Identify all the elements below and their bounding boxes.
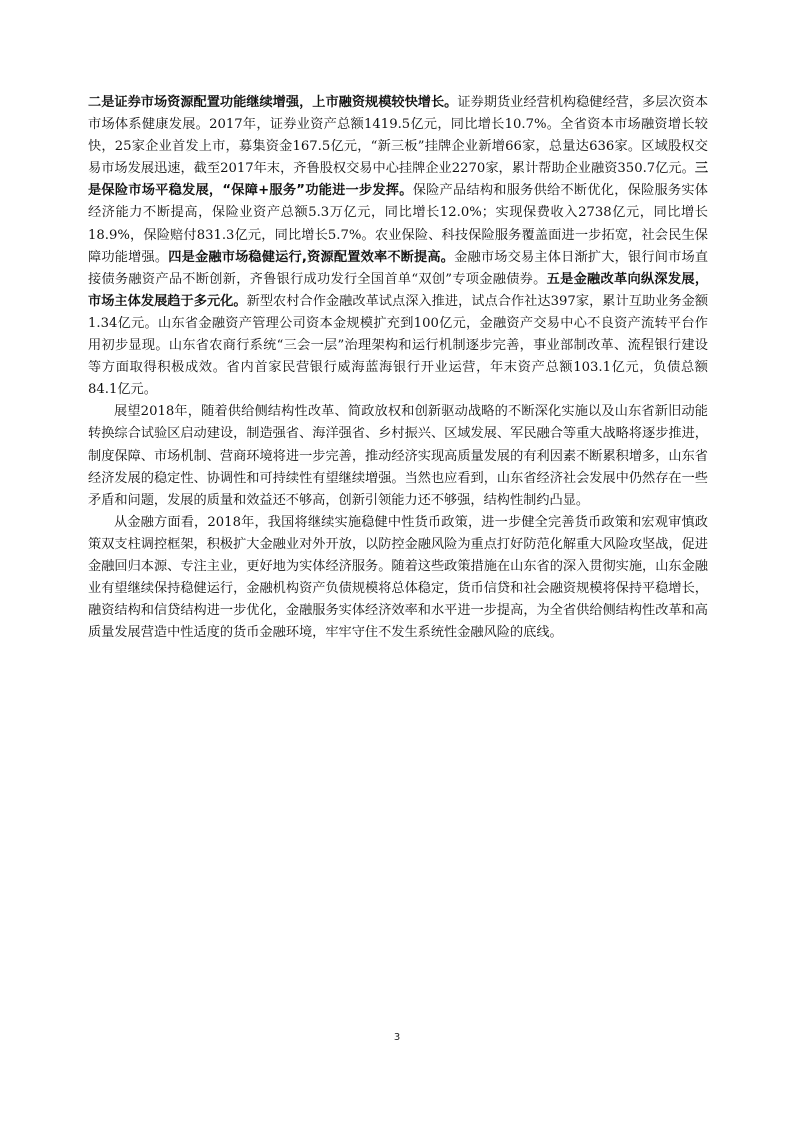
heading-financial-reform: 五是金融改革向纵深发展，市场主体发展趋于多元化。 — [88, 271, 709, 309]
text-insurance-market: 保险产品结构和服务供给不断优化，保险服务实体经济能力不断提高，保险业资产总额5.3万亿元，同比增长12.0%；实现保费收入2738亿元，同比增长18.9%，保险赔付831.3亿元，同比增长5.7%。农业保险、科技保险服务覆盖面进一步拓宽，社会民生保障功能增强。 — [88, 183, 708, 265]
paragraph-securities-insurance-markets — [88, 92, 708, 401]
heading-insurance-market: 三是保险市场平稳发展，“保障+服务”功能进一步发挥。 — [88, 161, 708, 199]
text-securities-market: 证券期货业经营机构稳健经营，多层次资本市场体系健康发展。2017年，证券业资产总额1419.5亿元，同比增长10.7%。全省资本市场融资增长较快，25家企业首发上市，募集资金167.5亿元，“新三板”挂牌企业新增66家，总量达636家。区域股权交易市场发展迅速，截至2017年末，齐鲁股权交易中心挂牌企业2270家，累计帮助企业融资350.7亿元。 — [88, 95, 709, 177]
heading-financial-market: 四是金融市场稳健运行,资源配置效率不断提高。 — [168, 249, 455, 265]
page-number: 3 — [393, 1032, 401, 1043]
paragraph-financial-outlook: 从金融方面看，2018年，我国将继续实施稳健中性货币政策，进一步健全完善货币政策和宏观审慎政策双支柱调控框架，积极扩大金融业对外开放，以防控金融风险为重点打好防范化解重大风险攻坚战，促进金融回归本源、专注主业，更好地为实体经济服务。随着这些政策措施在山东省的深入贯彻实施，山东金融业有望继续保持稳健运行，金融机构资产负债规模将总体稳定，货币信贷和社会融资规模将保持平稳增长，融资结构和信贷结构进一步优化，金融服务实体经济效率和水平进一步提高，为全省供给侧结构性改革和高质量发展营造中性适度的货币金融环境，牢牢守住不发生系统性金融风险的底线。 — [88, 514, 708, 641]
text-financial-reform: 新型农村合作金融改革试点深入推进，试点合作社达397家，累计互助业务金额1.34亿元。山东省金融资产管理公司资本金规模扩充到100亿元，金融资产交易中心不良资产流转平台作用初步显现。山东省农商行系统“三会一层”治理架构和运行机制逐步完善，事业部制改革、流程银行建设等方面取得积极成效。省内首家民营银行威海蓝海银行开业运营，年末资产总额103.1亿元，负债总额84.1亿元。 — [88, 293, 709, 398]
text-financial-market: 金融市场交易主体日渐扩大，银行间市场直接债务融资产品不断创新，齐鲁银行成功发行全国首单“双创”专项金融债券。 — [88, 249, 709, 287]
heading-securities-market: 二是证券市场资源配置功能继续增强，上市融资规模较快增长。 — [88, 95, 458, 110]
document-body — [88, 92, 708, 644]
paragraph-outlook-2018: 展望2018年，随着供给侧结构性改革、简政放权和创新驱动战略的不断深化实施以及山东省新旧动能转换综合试验区启动建设，制造强省、海洋强省、乡村振兴、区域发展、军民融合等重大战略将逐步推进，制度保障、市场机制、营商环境将进一步完善，推动经济实现高质量发展的有利因素不断累积增多，山东省经济发展的稳定性、协调性和可持续性有望继续增强。当然也应看到，山东省经济社会发展中仍然存在一些矛盾和问题，发展的质量和效益还不够高，创新引领能力还不够强，结构性制约凸显。 — [88, 404, 708, 508]
